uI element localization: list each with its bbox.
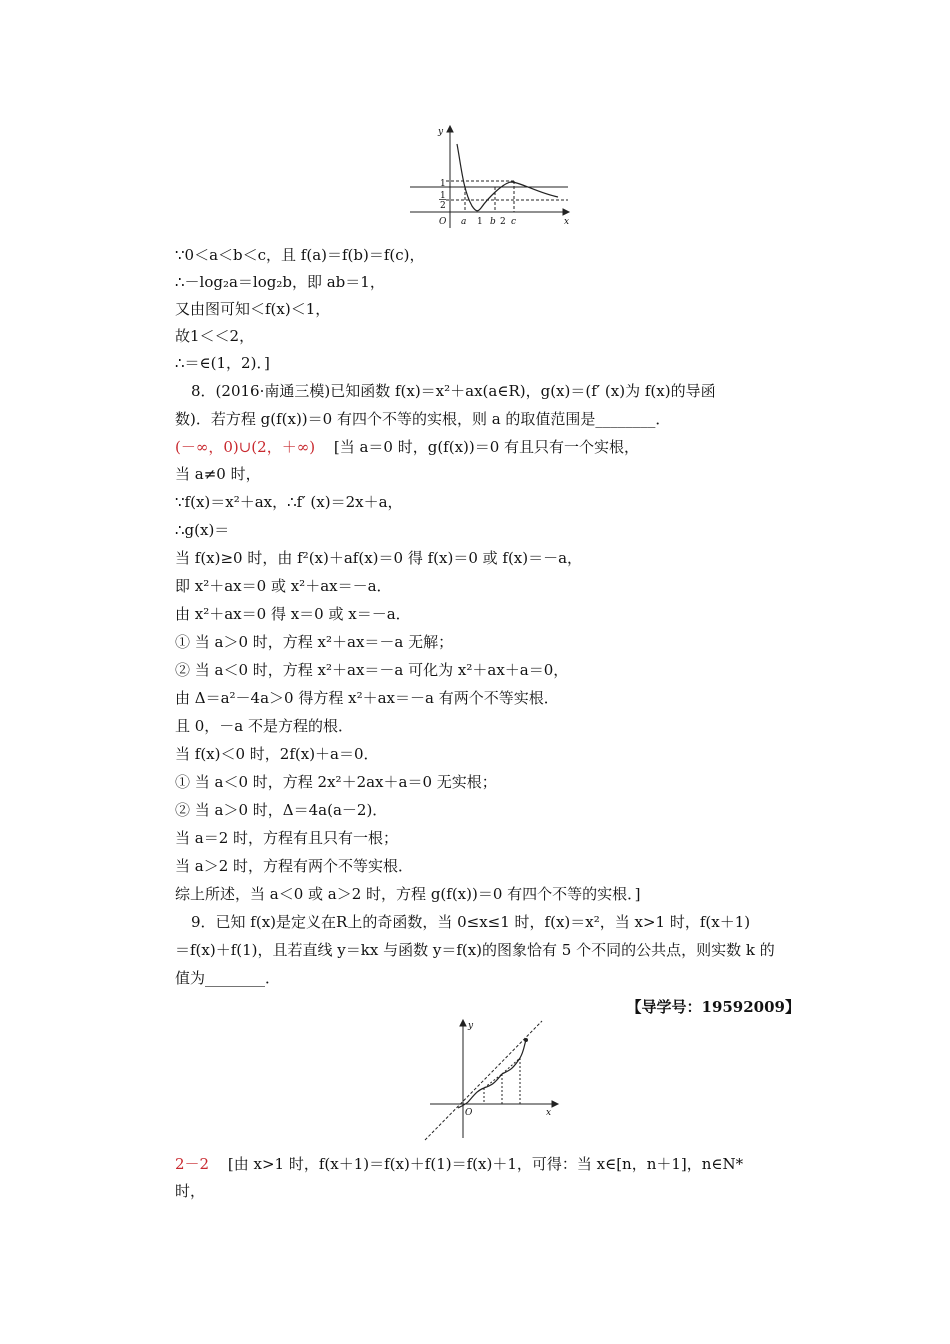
dashed-chord xyxy=(502,1058,520,1074)
solution-line: 当 f(x)≥0 时，由 f²(x)＋af(x)＝0 得 f(x)＝0 或 f(x)＝－a， xyxy=(175,549,583,567)
fig1-origin-label: O xyxy=(439,217,447,227)
function-graph-figure-2 xyxy=(420,1018,560,1143)
solution-line: ∵f(x)＝x²＋ax，∴f′ (x)＝2x＋a， xyxy=(175,493,403,511)
solution-8-start: [当 a＝0 时，g(f(x))＝0 有且只有一个实根， xyxy=(333,438,640,456)
y-axis-arrow-icon xyxy=(447,126,453,132)
x-axis-arrow-icon xyxy=(552,1101,558,1107)
fig2-origin-label: O xyxy=(465,1108,473,1118)
fig1-tick-1: 1 xyxy=(477,217,483,227)
y-axis-arrow-icon xyxy=(460,1020,466,1026)
problem-8-text: 8．(2016·南通三模)已知函数 f(x)＝x²＋ax(a∈R)，g(x)＝(f′ (x)为 f(x)的导函 xyxy=(191,382,716,400)
solution-line: 由 Δ＝a²－4a＞0 得方程 x²＋ax＝－a 有两个不等实根． xyxy=(175,689,559,707)
fig1-tick-b: b xyxy=(490,217,496,227)
answer-9-line xyxy=(175,1154,743,1174)
solution-line: ∵0＜a＜b＜c，且 f(a)＝f(b)＝f(c)， xyxy=(175,246,425,264)
solution-line: 又由图可知＜f(x)＜1， xyxy=(175,300,331,318)
solution-line: 当 a＝2 时，方程有且只有一根； xyxy=(175,829,399,847)
solution-line: ∴＝∈(1，2)．] xyxy=(175,354,270,372)
answer-9: 2－2 xyxy=(175,1155,210,1173)
problem-9-text: 值为________． xyxy=(175,969,281,987)
answer-8-line xyxy=(175,437,639,457)
curve-endpoint xyxy=(525,1039,528,1042)
dashed-chord xyxy=(484,1074,502,1088)
fig2-x-label: x xyxy=(546,1108,552,1118)
problem-9-text: ＝f(x)＋f(1)，且若直线 y＝kx 与函数 y＝f(x)的图象恰有 5 个不同的公共点，则实数 k 的 xyxy=(175,941,775,959)
problem-9-text: 9．已知 f(x)是定义在R上的奇函数，当 0≤x≤1 时，f(x)＝x²，当 x>1 时，f(x＋1) xyxy=(191,913,751,931)
problem-8-text: 数)．若方程 g(f(x))＝0 有四个不等的实根，则 a 的取值范围是________． xyxy=(175,410,671,428)
solution-line: 当 a≠0 时， xyxy=(175,465,261,483)
solution-line: ① 当 a＞0 时，方程 x²＋ax＝－a 无解； xyxy=(175,633,454,651)
solution-line: ② 当 a＜0 时，方程 x²＋ax＝－a 可化为 x²＋ax＋a＝0， xyxy=(175,661,569,679)
solution-line: 故1＜＜2， xyxy=(175,327,255,345)
solution-line: 当 a＞2 时，方程有两个不等实根． xyxy=(175,857,414,875)
fig2-y-label: y xyxy=(468,1021,474,1031)
fig1-x-label: x xyxy=(564,217,570,227)
solution-line: ∴－log₂a＝log₂b，即 ab＝1， xyxy=(175,273,385,291)
fig1-tick-2: 2 xyxy=(500,217,506,227)
answer-8: (－∞，0)∪(2，＋∞) xyxy=(175,438,316,456)
solution-line: ∴g(x)＝ xyxy=(175,521,230,539)
fig1-tick-y1: 1 xyxy=(440,179,446,189)
fig1-tick-half-den: 2 xyxy=(440,201,446,211)
solution-9-start: [由 x>1 时，f(x＋1)＝f(x)＋f(1)＝f(x)＋1，可得：当 x∈[n，n＋1]，n∈N* xyxy=(227,1155,744,1173)
fig1-tick-half-num: 1 xyxy=(440,191,446,201)
fig1-tick-a: a xyxy=(461,217,467,227)
solution-line: 综上所述，当 a＜0 或 a＞2 时，方程 g(f(x))＝0 有四个不等的实根．] xyxy=(175,885,641,903)
solution-line: 即 x²＋ax＝0 或 x²＋ax＝－a． xyxy=(175,577,392,595)
function-curve xyxy=(458,1040,526,1108)
solution-line: 当 f(x)＜0 时，2f(x)＋a＝0． xyxy=(175,745,379,763)
solution-line: 由 x²＋ax＝0 得 x＝0 或 x＝－a． xyxy=(175,605,411,623)
guide-number: 【导学号：19592009】 xyxy=(626,998,800,1016)
solution-line: ① 当 a＜0 时，方程 2x²＋2ax＋a＝0 无实根； xyxy=(175,773,497,791)
function-curve xyxy=(457,144,558,211)
fig1-tick-c: c xyxy=(511,217,517,227)
solution-line: 时， xyxy=(175,1182,206,1200)
function-graph-figure-1 xyxy=(408,120,573,230)
fig1-y-label: y xyxy=(438,127,444,137)
solution-line: ② 当 a＞0 时，Δ＝4a(a－2)． xyxy=(175,801,388,819)
solution-line: 且 0，－a 不是方程的根． xyxy=(175,717,354,735)
x-axis-arrow-icon xyxy=(563,209,569,215)
